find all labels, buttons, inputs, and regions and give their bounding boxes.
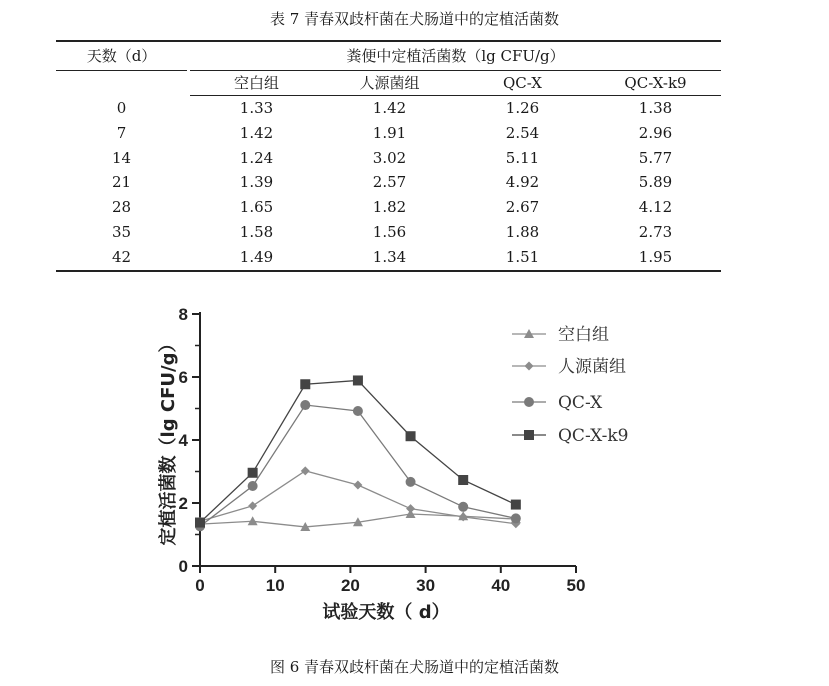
y-axis-label: 定植活菌数（lg CFU/g）	[158, 334, 179, 546]
line-chart	[0, 290, 829, 650]
table-cell-day: 42	[111, 247, 132, 266]
table-cell-value: 1.65	[239, 198, 274, 217]
table-cell-value: 5.11	[505, 148, 540, 167]
table-cell-value: 1.34	[372, 247, 407, 266]
data-point-circle	[511, 513, 521, 523]
data-point-square	[248, 468, 258, 478]
table-cell-value: 4.12	[638, 198, 673, 217]
table-cell-day: 21	[111, 173, 132, 192]
data-point-square	[511, 500, 521, 510]
x-tick-label: 40	[491, 576, 511, 595]
table-cell-value: 2.96	[638, 123, 673, 142]
data-point-circle	[458, 502, 468, 512]
table-cell-value: 1.56	[372, 223, 407, 241]
table-cell-day: 0	[116, 99, 127, 117]
table-cell-value: 1.26	[505, 99, 540, 117]
data-point-square	[458, 475, 468, 485]
table-bottom-rule	[56, 270, 721, 272]
table-cell-value: 1.91	[372, 123, 407, 142]
table-cell-value: 5.89	[638, 173, 673, 192]
data-point-square	[300, 379, 310, 389]
subheader-blank-group: 空白组	[233, 74, 279, 92]
data-point-diamond	[301, 466, 310, 475]
x-axis-label: 试验天数（ d）	[322, 602, 450, 623]
table-top-rule	[56, 40, 721, 42]
table-cell-value: 1.24	[239, 148, 274, 167]
subheader-qcx-k9: QC-X-k9	[624, 74, 687, 92]
table-cell-value: 4.92	[505, 173, 540, 192]
x-tick-label: 50	[566, 576, 586, 595]
table-cell-value: 1.42	[239, 123, 274, 142]
legend-label: 空白组	[558, 325, 609, 345]
table-cell-value: 3.02	[372, 148, 407, 167]
y-tick-label: 2	[178, 494, 188, 513]
data-point-circle	[248, 481, 258, 491]
y-tick-label: 6	[178, 368, 188, 387]
data-point-diamond	[248, 501, 257, 510]
legend-marker-square	[524, 430, 534, 440]
header-days: 天数（d）	[86, 47, 157, 65]
figure-caption: 图 6 青春双歧杆菌在犬肠道中的定植活菌数	[269, 658, 560, 676]
data-point-diamond	[353, 481, 362, 490]
series-line-square	[200, 380, 516, 522]
table-cell-value: 1.49	[239, 247, 274, 266]
legend-label: QC-X	[558, 393, 603, 413]
table-cell-day: 7	[116, 123, 127, 142]
y-tick-label: 4	[178, 431, 188, 450]
table-cell-value: 1.39	[239, 173, 274, 192]
table-cell-value: 1.82	[372, 198, 407, 217]
data-point-diamond	[406, 504, 415, 513]
data-point-circle	[353, 406, 363, 416]
table-cell-value: 1.95	[638, 247, 673, 266]
header-group: 粪便中定植活菌数（lg CFU/g）	[346, 47, 565, 65]
series-line-circle	[200, 405, 516, 526]
table-cell-value: 1.38	[638, 99, 673, 117]
series-line-diamond	[200, 471, 516, 524]
table-cell-value: 5.77	[638, 148, 673, 167]
data-point-circle	[300, 400, 310, 410]
data-point-square	[353, 375, 363, 385]
table-cell-day: 14	[111, 148, 132, 167]
data-point-triangle	[248, 516, 258, 525]
table-cell-value: 1.42	[372, 99, 407, 117]
data-point-square	[406, 431, 416, 441]
table-cell-value: 2.67	[505, 198, 540, 217]
table-cell-value: 2.57	[372, 173, 407, 192]
subheader-qcx: QC-X	[503, 74, 542, 92]
table-cell-value: 2.73	[638, 223, 673, 241]
x-tick-label: 20	[340, 576, 360, 595]
x-tick-label: 10	[265, 576, 285, 595]
data-point-square	[195, 518, 205, 528]
legend-marker-diamond	[525, 362, 534, 371]
table-cell-day: 35	[111, 223, 132, 241]
y-tick-label: 8	[178, 305, 188, 324]
table-header-rule-left	[56, 70, 187, 71]
legend-marker-circle	[524, 397, 534, 407]
table-cell-value: 2.54	[505, 123, 540, 142]
table-cell-day: 28	[111, 198, 132, 217]
table-caption: 表 7 青春双歧杆菌在犬肠道中的定植活菌数	[269, 10, 560, 28]
table-cell-value: 1.51	[505, 247, 540, 266]
subheader-human-group: 人源菌组	[359, 74, 420, 92]
table-cell-value: 1.88	[505, 223, 540, 241]
legend-label: 人源菌组	[558, 357, 626, 377]
y-tick-label: 0	[178, 557, 188, 576]
legend-label: QC-X-k9	[558, 426, 629, 446]
x-tick-label: 0	[195, 576, 205, 595]
data-point-circle	[406, 477, 416, 487]
table-cell-value: 1.58	[239, 223, 274, 241]
x-tick-label: 30	[416, 576, 436, 595]
table-cell-value: 1.33	[239, 99, 274, 117]
